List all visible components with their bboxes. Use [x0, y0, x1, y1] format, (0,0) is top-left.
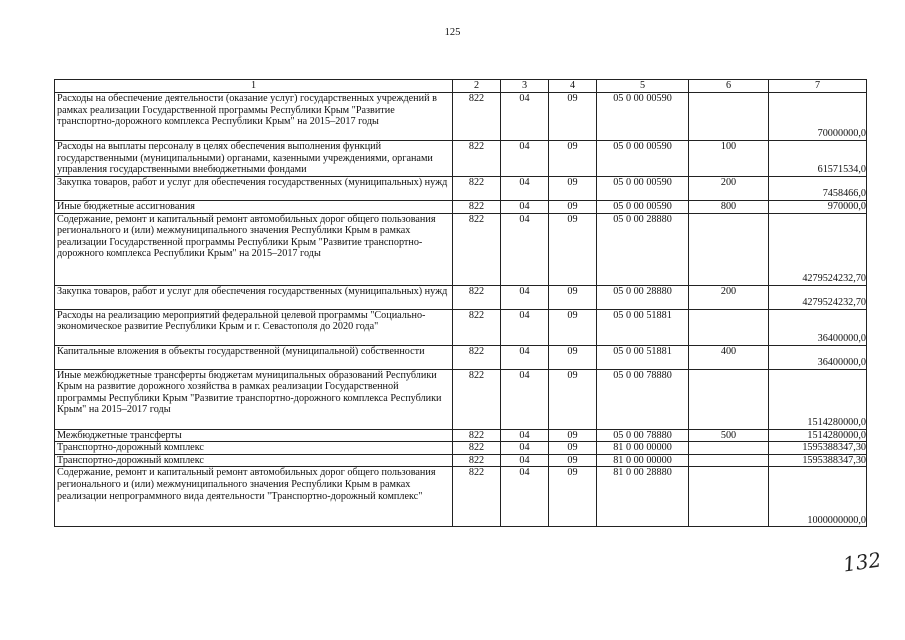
row-code: 09 — [549, 442, 597, 455]
row-code: 09 — [549, 177, 597, 201]
row-code: 822 — [453, 201, 501, 214]
row-code: 09 — [549, 201, 597, 214]
row-code: 04 — [501, 309, 549, 345]
row-code: 822 — [453, 467, 501, 527]
row-code — [689, 309, 769, 345]
column-header: 5 — [597, 80, 689, 93]
row-code: 05 0 00 28880 — [597, 285, 689, 309]
row-code: 822 — [453, 454, 501, 467]
row-code: 200 — [689, 285, 769, 309]
row-code: 81 0 00 00000 — [597, 454, 689, 467]
table-row — [55, 369, 867, 429]
table-row — [55, 429, 867, 442]
table-row — [55, 93, 867, 141]
row-code: 822 — [453, 309, 501, 345]
column-header: 7 — [769, 80, 867, 93]
row-amount: 70000000,0 — [769, 93, 867, 141]
row-amount: 1595388347,30 — [769, 454, 867, 467]
row-code: 822 — [453, 213, 501, 285]
row-code: 822 — [453, 429, 501, 442]
row-amount: 1595388347,30 — [769, 442, 867, 455]
row-code — [689, 467, 769, 527]
row-code: 09 — [549, 429, 597, 442]
row-code: 05 0 00 00590 — [597, 141, 689, 177]
row-code: 81 0 00 00000 — [597, 442, 689, 455]
row-code: 04 — [501, 93, 549, 141]
table-row — [55, 201, 867, 214]
table-row — [55, 177, 867, 201]
table-row — [55, 285, 867, 309]
row-description: Иные бюджетные ассигнования — [55, 201, 453, 214]
table-row — [55, 467, 867, 527]
row-code: 05 0 00 00590 — [597, 201, 689, 214]
row-description: Расходы на выплаты персоналу в целях обеспечения выполнения функций государственными (муниципальными) органами, казенными учреждениями, органами управления государственными внебюджетными фондами — [55, 141, 453, 177]
row-code: 04 — [501, 467, 549, 527]
row-code — [689, 213, 769, 285]
row-amount: 4279524232,70 — [769, 285, 867, 309]
row-code: 822 — [453, 345, 501, 369]
row-code: 05 0 00 00590 — [597, 93, 689, 141]
row-code: 04 — [501, 345, 549, 369]
row-code: 09 — [549, 141, 597, 177]
row-code — [689, 93, 769, 141]
row-amount: 1000000000,0 — [769, 467, 867, 527]
handwritten-page-mark: 132 — [841, 547, 883, 577]
row-code — [689, 369, 769, 429]
row-code: 04 — [501, 454, 549, 467]
row-code — [689, 454, 769, 467]
row-code: 05 0 00 00590 — [597, 177, 689, 201]
table-header-row — [55, 80, 867, 93]
row-code: 822 — [453, 442, 501, 455]
column-header: 1 — [55, 80, 453, 93]
row-amount: 7458466,0 — [769, 177, 867, 201]
row-amount: 1514280000,0 — [769, 369, 867, 429]
row-code: 09 — [549, 285, 597, 309]
column-header: 4 — [549, 80, 597, 93]
row-description: Содержание, ремонт и капитальный ремонт автомобильных дорог общего пользования регионального и (или) межмуниципального значения Республики Крым в рамках реализации Государственной программы Республики Крым "Развитие транспортно-дорожного комплекса Республики Крым" на 2015–2017 годы — [55, 213, 453, 285]
row-amount: 36400000,0 — [769, 345, 867, 369]
row-code: 822 — [453, 177, 501, 201]
row-description: Закупка товаров, работ и услуг для обеспечения государственных (муниципальных) нужд — [55, 285, 453, 309]
column-header: 6 — [689, 80, 769, 93]
page-number: 125 — [444, 27, 461, 38]
table-row — [55, 442, 867, 455]
row-code: 09 — [549, 369, 597, 429]
row-amount: 1514280000,0 — [769, 429, 867, 442]
row-code: 05 0 00 78880 — [597, 369, 689, 429]
row-code: 09 — [549, 93, 597, 141]
row-code: 05 0 00 28880 — [597, 213, 689, 285]
row-code: 05 0 00 51881 — [597, 345, 689, 369]
row-amount: 970000,0 — [769, 201, 867, 214]
row-code: 09 — [549, 345, 597, 369]
row-code: 822 — [453, 285, 501, 309]
row-code: 04 — [501, 201, 549, 214]
row-code: 500 — [689, 429, 769, 442]
row-description: Транспортно-дорожный комплекс — [55, 454, 453, 467]
row-code: 81 0 00 28880 — [597, 467, 689, 527]
row-code: 822 — [453, 141, 501, 177]
row-code: 822 — [453, 369, 501, 429]
row-code: 04 — [501, 369, 549, 429]
row-code: 05 0 00 78880 — [597, 429, 689, 442]
row-description: Транспортно-дорожный комплекс — [55, 442, 453, 455]
column-header: 3 — [501, 80, 549, 93]
row-amount: 4279524232,70 — [769, 213, 867, 285]
row-description: Межбюджетные трансферты — [55, 429, 453, 442]
row-code: 400 — [689, 345, 769, 369]
row-description: Расходы на реализацию мероприятий федеральной целевой программы "Социально-экономическое развитие Республики Крым и г. Севастополя до 2020 года" — [55, 309, 453, 345]
row-code — [689, 442, 769, 455]
row-code: 04 — [501, 213, 549, 285]
table-row — [55, 141, 867, 177]
row-code: 05 0 00 51881 — [597, 309, 689, 345]
row-description: Иные межбюджетные трансферты бюджетам муниципальных образований Республики Крым на развитие дорожного хозяйства в рамках реализации Государственной программы Республики Крым "Развитие транспортно-дорожного комплекса Республики Крым" на 2015–2017 годы — [55, 369, 453, 429]
row-code: 822 — [453, 93, 501, 141]
row-description: Капитальные вложения в объекты государственной (муниципальной) собственности — [55, 345, 453, 369]
row-code: 04 — [501, 429, 549, 442]
row-amount: 61571534,0 — [769, 141, 867, 177]
row-code: 09 — [549, 309, 597, 345]
row-code: 800 — [689, 201, 769, 214]
table-row — [55, 309, 867, 345]
row-code: 04 — [501, 442, 549, 455]
table-row — [55, 213, 867, 285]
row-description: Содержание, ремонт и капитальный ремонт автомобильных дорог общего пользования регионального и (или) межмуниципального значения Республики Крым в рамках реализации непрограммного вида деятельности "Транспортно-дорожный комплекс" — [55, 467, 453, 527]
row-amount: 36400000,0 — [769, 309, 867, 345]
column-header: 2 — [453, 80, 501, 93]
budget-table — [54, 79, 867, 527]
row-code: 09 — [549, 213, 597, 285]
row-code: 04 — [501, 177, 549, 201]
row-code: 09 — [549, 454, 597, 467]
table-row — [55, 454, 867, 467]
row-code: 04 — [501, 141, 549, 177]
row-description: Расходы на обеспечение деятельности (оказание услуг) государственных учреждений в рамках реализации Государственной программы Республики Крым "Развитие транспортно-дорожного комплекса Республики Крым" на 2015–2017 годы — [55, 93, 453, 141]
row-description: Закупка товаров, работ и услуг для обеспечения государственных (муниципальных) нужд — [55, 177, 453, 201]
table-row — [55, 345, 867, 369]
row-code: 200 — [689, 177, 769, 201]
row-code: 100 — [689, 141, 769, 177]
row-code: 09 — [549, 467, 597, 527]
row-code: 04 — [501, 285, 549, 309]
